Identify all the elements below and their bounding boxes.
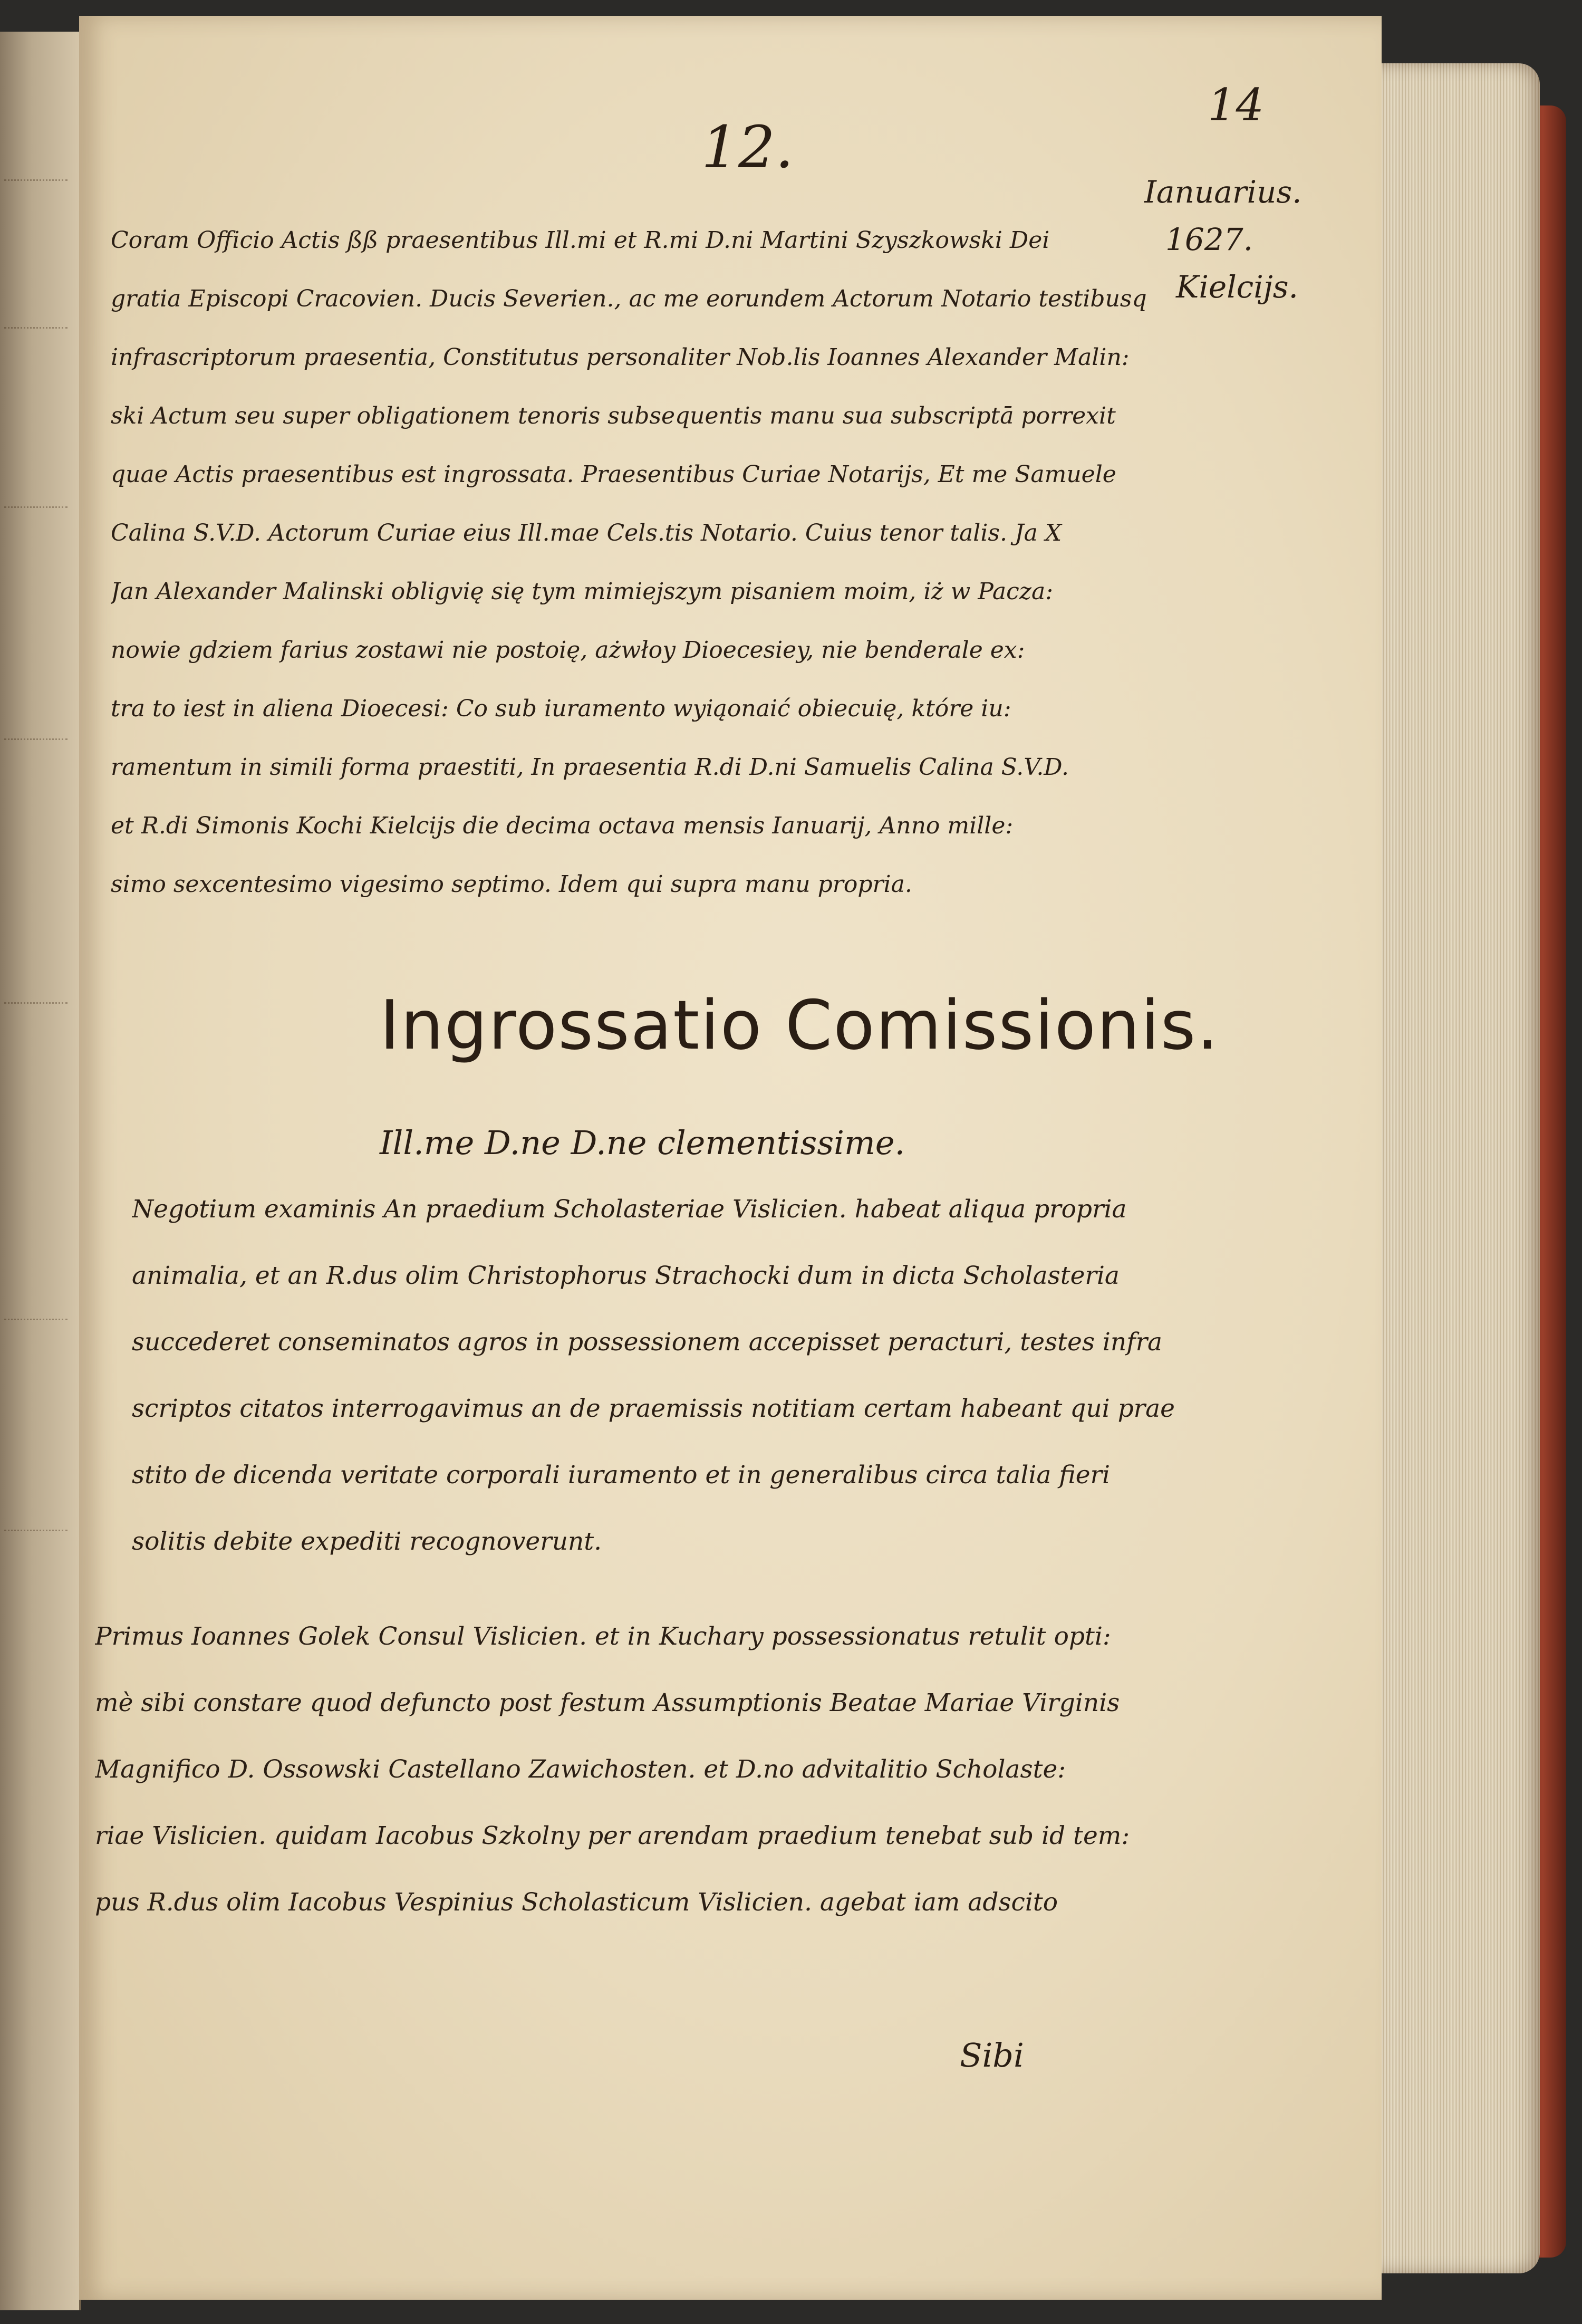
text-line: pus R.dus olim Iacobus Vespinius Scholasticum Vislicien. agebat iam adscito: [95, 1888, 1058, 1917]
facing-page-mark: [4, 981, 67, 1004]
text-line: mè sibi constare quod defuncto post festum Assumptionis Beatae Mariae Virginis: [95, 1688, 1120, 1717]
text-line: scriptos citatos interrogavimus an de praemissis notitiam certam habeant qui prae: [132, 1394, 1175, 1423]
text-line: Coram Officio Actis ßß praesentibus Ill.mi et R.mi D.ni Martini Szyszkowski Dei: [111, 227, 1050, 254]
facing-page-mark: [4, 717, 67, 740]
text-line: solitis debite expediti recognoverunt.: [132, 1527, 602, 1556]
text-line: gratia Episcopi Cracovien. Ducis Severien., ac me eorundem Actorum Notario testibusq: [111, 285, 1147, 312]
margin-place: Kielcijs.: [1176, 268, 1298, 305]
facing-page-edge: [0, 32, 81, 2310]
text-line: stito de dicenda veritate corporali iuramento et in generalibus circa talia fieri: [132, 1461, 1111, 1490]
text-line: Magnifico D. Ossowski Castellano Zawichosten. et D.no advitalitio Scholaste:: [95, 1755, 1066, 1784]
salutation: Ill.me D.ne D.ne clementissime.: [380, 1123, 905, 1162]
text-line: nowie gdziem farius zostawi nie postoię, ażwłoy Dioecesiey, nie benderale ex:: [111, 637, 1025, 664]
text-line: animalia, et an R.dus olim Christophorus Strachocki dum in dicta Scholasteria: [132, 1261, 1120, 1290]
text-line: et R.di Simonis Kochi Kielcijs die decima octava mensis Ianuarij, Anno mille:: [111, 812, 1014, 839]
text-line: riae Vislicien. quidam Iacobus Szkolny per arendam praedium tenebat sub id tem:: [95, 1821, 1130, 1850]
facing-page-mark: [4, 1298, 67, 1320]
facing-page-mark: [4, 158, 67, 181]
text-line: tra to iest in aliena Dioecesi: Co sub iuramento wyiąonaić obiecuię, które iu:: [111, 695, 1011, 722]
text-line: ski Actum seu super obligationem tenoris subsequentis manu sua subscriptā porrexit: [111, 402, 1116, 429]
facing-page-mark: [4, 1509, 67, 1531]
page-edges: [1371, 63, 1540, 2273]
text-line: quae Actis praesentibus est ingrossata. Praesentibus Curiae Notarijs, Et me Samuele: [111, 461, 1116, 488]
facing-page-mark: [4, 306, 67, 329]
page-number: 12.: [701, 113, 794, 181]
paragraph-obligation: [111, 211, 1150, 914]
paragraph-commission: [132, 1176, 1181, 1575]
margin-note: [1144, 169, 1366, 311]
text-line: infrascriptorum praesentia, Constitutus personaliter Nob.lis Ioannes Alexander Malin:: [111, 344, 1130, 371]
text-line: Jan Alexander Malinski obligvię się tym mimiejszym pisaniem moim, iż w Pacza:: [111, 578, 1054, 605]
margin-year: 1627.: [1165, 221, 1253, 257]
text-line: simo sexcentesimo vigesimo septimo. Idem qui supra manu propria.: [111, 871, 912, 898]
folio-number: 14: [1208, 79, 1264, 131]
text-line: Calina S.V.D. Actorum Curiae eius Ill.mae Cels.tis Notario. Cuius tenor talis. Ja X: [111, 520, 1062, 546]
section-heading: Ingrossatio Comissionis.: [380, 986, 1220, 1065]
text-line: Primus Ioannes Golek Consul Vislicien. et in Kuchary possessionatus retulit opti:: [95, 1622, 1111, 1651]
facing-page-mark: [4, 485, 67, 508]
catchword: Sibi: [960, 2036, 1024, 2075]
text-line: succederet conseminatos agros in possessionem accepisset peracturi, testes infra: [132, 1328, 1163, 1357]
paragraph-testimony: [95, 1603, 1165, 1936]
margin-month: Ianuarius.: [1144, 174, 1302, 210]
text-line: ramentum in simili forma praestiti, In praesentia R.di D.ni Samuelis Calina S.V.D.: [111, 754, 1069, 781]
text-line: Negotium examinis An praedium Scholasteriae Vislicien. habeat aliqua propria: [132, 1195, 1127, 1224]
